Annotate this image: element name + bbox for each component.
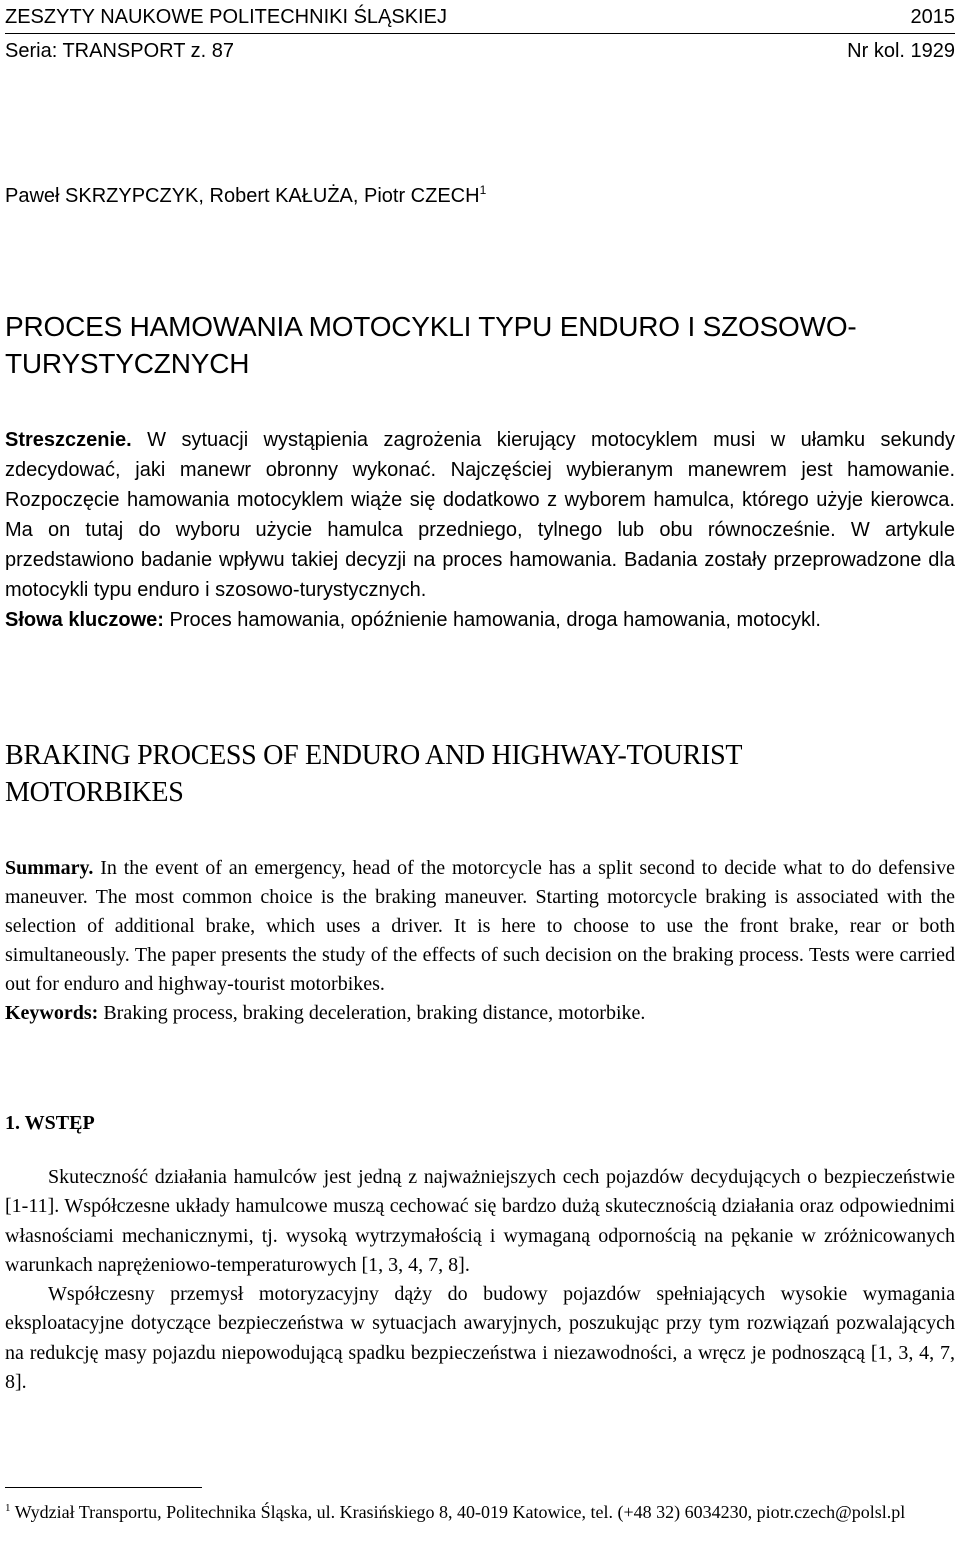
abstract-polish-label: Streszczenie. [5,429,132,451]
journal-year: 2015 [910,6,955,28]
journal-header [5,5,955,29]
footnote [5,1495,955,1525]
title-polish-line1: PROCES HAMOWANIA MOTOCYKLI TYPU ENDURO I SZOSOWO- [5,311,857,342]
journal-name: ZESZYTY NAUKOWE POLITECHNIKI ŚLĄSKIEJ [5,6,447,28]
abstract-english [5,854,955,1028]
title-english [5,737,742,811]
author-names: Paweł SKRZYPCZYK, Robert KAŁUŻA, Piotr CZECH [5,185,480,207]
abstract-polish [5,425,955,635]
abstract-polish-text: W sytuacji wystąpienia zagrożenia kierujący motocyklem musi w ułamku sekundy zdecydować, jaki manewr obronny wykonać. Najczęściej wybieranym manewrem jest hamowanie. Rozpoczęcie hamowania motocyklem wiąże się dodatkowo z wyborem hamulca, którego użyje kierowca. Ma on tutaj do wyboru użycie hamulca przedniego, tylnego lub obu równocześnie. W artykule przedstawiono badanie wpływu takiej decyzji na proces hamowania. Badania zostały przeprowadzone dla motocykli typu enduro i szosowo-turystycznych. [5,429,955,601]
footnote-mark: 1 [5,1502,11,1514]
footnote-text: Wydział Transportu, Politechnika Śląska, ul. Krasińskiego 8, 40-019 Katowice, tel. (+48 32) 6034230, piotr.czech@polsl.pl [14,1502,906,1522]
author-footnote-mark: 1 [479,183,487,197]
keywords-polish-label: Słowa kluczowe: [5,609,164,631]
series-header [5,39,955,63]
section-body [5,1163,955,1397]
body-paragraph: Współczesny przemysł motoryzacyjny dąży do budowy pojazdów spełniających wysokie wymagania eksploatacyjne dotyczące bezpieczeństwa w sytuacjach awaryjnych, poszukując przy tym rozwiązań pozwalających na redukcję masy pojazdu niepowodującą spadku bezpieczeństwa i niezawodności, a wręcz je podnoszącą [1, 3, 4, 7, 8]. [5,1283,955,1394]
keywords-polish-text: Proces hamowania, opóźnienie hamowania, droga hamowania, motocykl. [169,609,821,631]
journal-series: Seria: TRANSPORT z. 87 [5,40,234,62]
title-polish [5,308,857,382]
author-list [5,176,486,210]
keywords-english-label: Keywords: [5,1002,99,1024]
journal-issue: Nr kol. 1929 [847,40,955,62]
abstract-english-label: Summary. [5,857,94,879]
title-english-line1: BRAKING PROCESS OF ENDURO AND HIGHWAY-TOURIST [5,740,743,771]
title-english-line2: MOTORBIKES [5,777,184,808]
abstract-english-text: In the event of an emergency, head of the motorcycle has a split second to decide what to do defensive maneuver. The most common choice is the braking maneuver. Starting motorcycle braking is associated with the selection of additional brake, which uses a driver. It is here to choose to use the front brake, rear or both simultaneously. The paper presents the study of the effects of such decision on the braking process. Tests were carried out for enduro and highway-tourist motorbikes. [5,857,955,995]
body-paragraph: Skuteczność działania hamulców jest jedną z najważniejszych cech pojazdów decydujących o bezpieczeństwie [1-11]. Współczesne układy hamulcowe muszą cechować się bardzo dużą skutecznością działania oraz odpowiednimi własnościami mechanicznymi, tj. wysoką wytrzymałością i wymaganą odpornością na pękanie w zróżnicowanych warunkach naprężeniowo-temperaturowych [1, 3, 4, 7, 8]. [5,1166,955,1276]
section-heading: 1. WSTĘP [5,1112,95,1134]
footnote-rule [5,1487,202,1488]
header-rule [5,33,955,34]
keywords-english-text: Braking process, braking deceleration, braking distance, motorbike. [103,1002,646,1024]
title-polish-line2: TURYSTYCZNYCH [5,348,250,379]
